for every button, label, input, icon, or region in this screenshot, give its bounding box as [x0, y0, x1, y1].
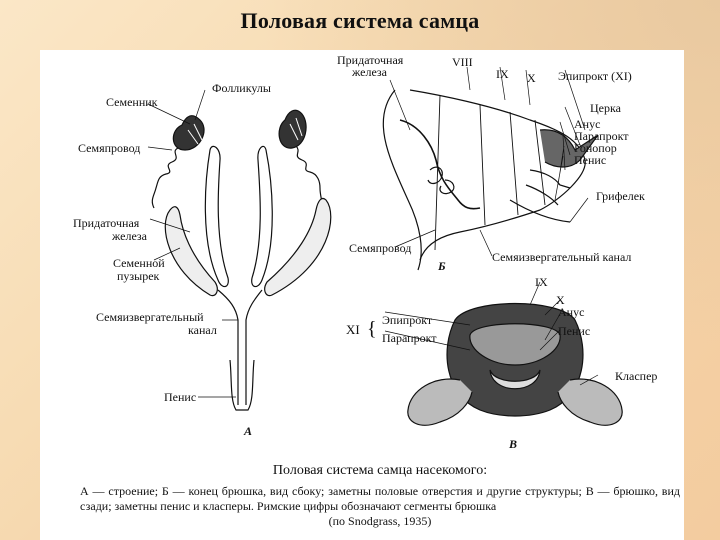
panel-c-anus-label: Анус	[558, 305, 585, 319]
caption-heading: Половая система самца насекомого:	[272, 463, 488, 478]
panel-a-seminal-vesicle-label-1: Семенной	[113, 256, 165, 270]
panel-b-accessory-gland-label-1: Придаточная	[337, 53, 404, 67]
panel-b-ejaculatory-duct-label: Семяизвергательный канал	[492, 250, 632, 264]
figure-frame	[40, 50, 684, 540]
panel-a-vas-deferens-label: Семяпровод	[78, 141, 141, 155]
panel-a-ejaculatory-duct-label-1: Семяизвергательный	[96, 310, 204, 324]
panel-c-seg-ix: IX	[535, 275, 548, 289]
panel-b-gonopore-label: Гонопор	[574, 141, 617, 155]
panel-b-penis-label: Пенис	[574, 153, 607, 167]
panel-b-epiproct-label: Эпипрокт (XI)	[558, 69, 632, 83]
panel-c-seg-x: X	[556, 293, 565, 307]
caption-credit: (по Snodgrass, 1935)	[328, 514, 432, 528]
panel-b-vas-deferens-label: Семяпровод	[349, 241, 412, 255]
panel-a-ejaculatory-duct-label-2: канал	[188, 323, 217, 337]
panel-a-drawing	[148, 90, 331, 410]
panel-c-epiproct-label: Эпипрокт	[382, 313, 433, 327]
panel-a-accessory-gland-label-2: железа	[112, 229, 147, 243]
panel-b-seg-ix: IX	[496, 67, 509, 81]
panel-c-clasper-label: Класпер	[615, 369, 658, 383]
figure-caption	[80, 463, 680, 529]
panel-a-follicles-label: Фолликулы	[212, 81, 271, 95]
panel-b-letter: Б	[438, 259, 446, 273]
panel-b-stylus-label: Грифелек	[596, 189, 645, 203]
caption-body: А — строение; Б — конец брюшка, вид сбоку; заметны половые отверстия и другие структуры; В — брюшко, вид сзади; заметны пенис и класперы. Римские цифры обозначают сегменты брюшка	[80, 484, 680, 513]
panel-c-paraproct-label: Парапрокт	[382, 331, 437, 345]
panel-b-seg-x: X	[527, 71, 536, 85]
panel-a-penis-label: Пенис	[164, 390, 197, 404]
panel-a-letter: А	[244, 424, 253, 438]
slide-title: Половая система самца	[240, 8, 480, 33]
panel-a-seminal-vesicle-label-2: пузырек	[117, 269, 160, 283]
panel-b-cercus-label: Церка	[590, 101, 621, 115]
panel-a-accessory-gland-label-1: Придаточная	[73, 216, 140, 230]
panel-c-drawing	[385, 282, 622, 425]
panel-c-penis-label: Пенис	[558, 324, 591, 338]
panel-b-drawing	[383, 67, 601, 273]
panel-a-testis-label: Семенник	[106, 95, 158, 109]
panel-b-anus-label: Анус	[574, 117, 601, 131]
panel-b-accessory-gland-label-2: железа	[352, 65, 387, 79]
panel-c-brace: {	[367, 318, 377, 340]
panel-b-seg-viii: VIII	[452, 55, 473, 69]
panel-c-letter: В	[509, 437, 518, 451]
panel-c-seg-xi: XI	[346, 322, 360, 337]
panel-b-paraproct-label: Парапрокт	[574, 129, 629, 143]
